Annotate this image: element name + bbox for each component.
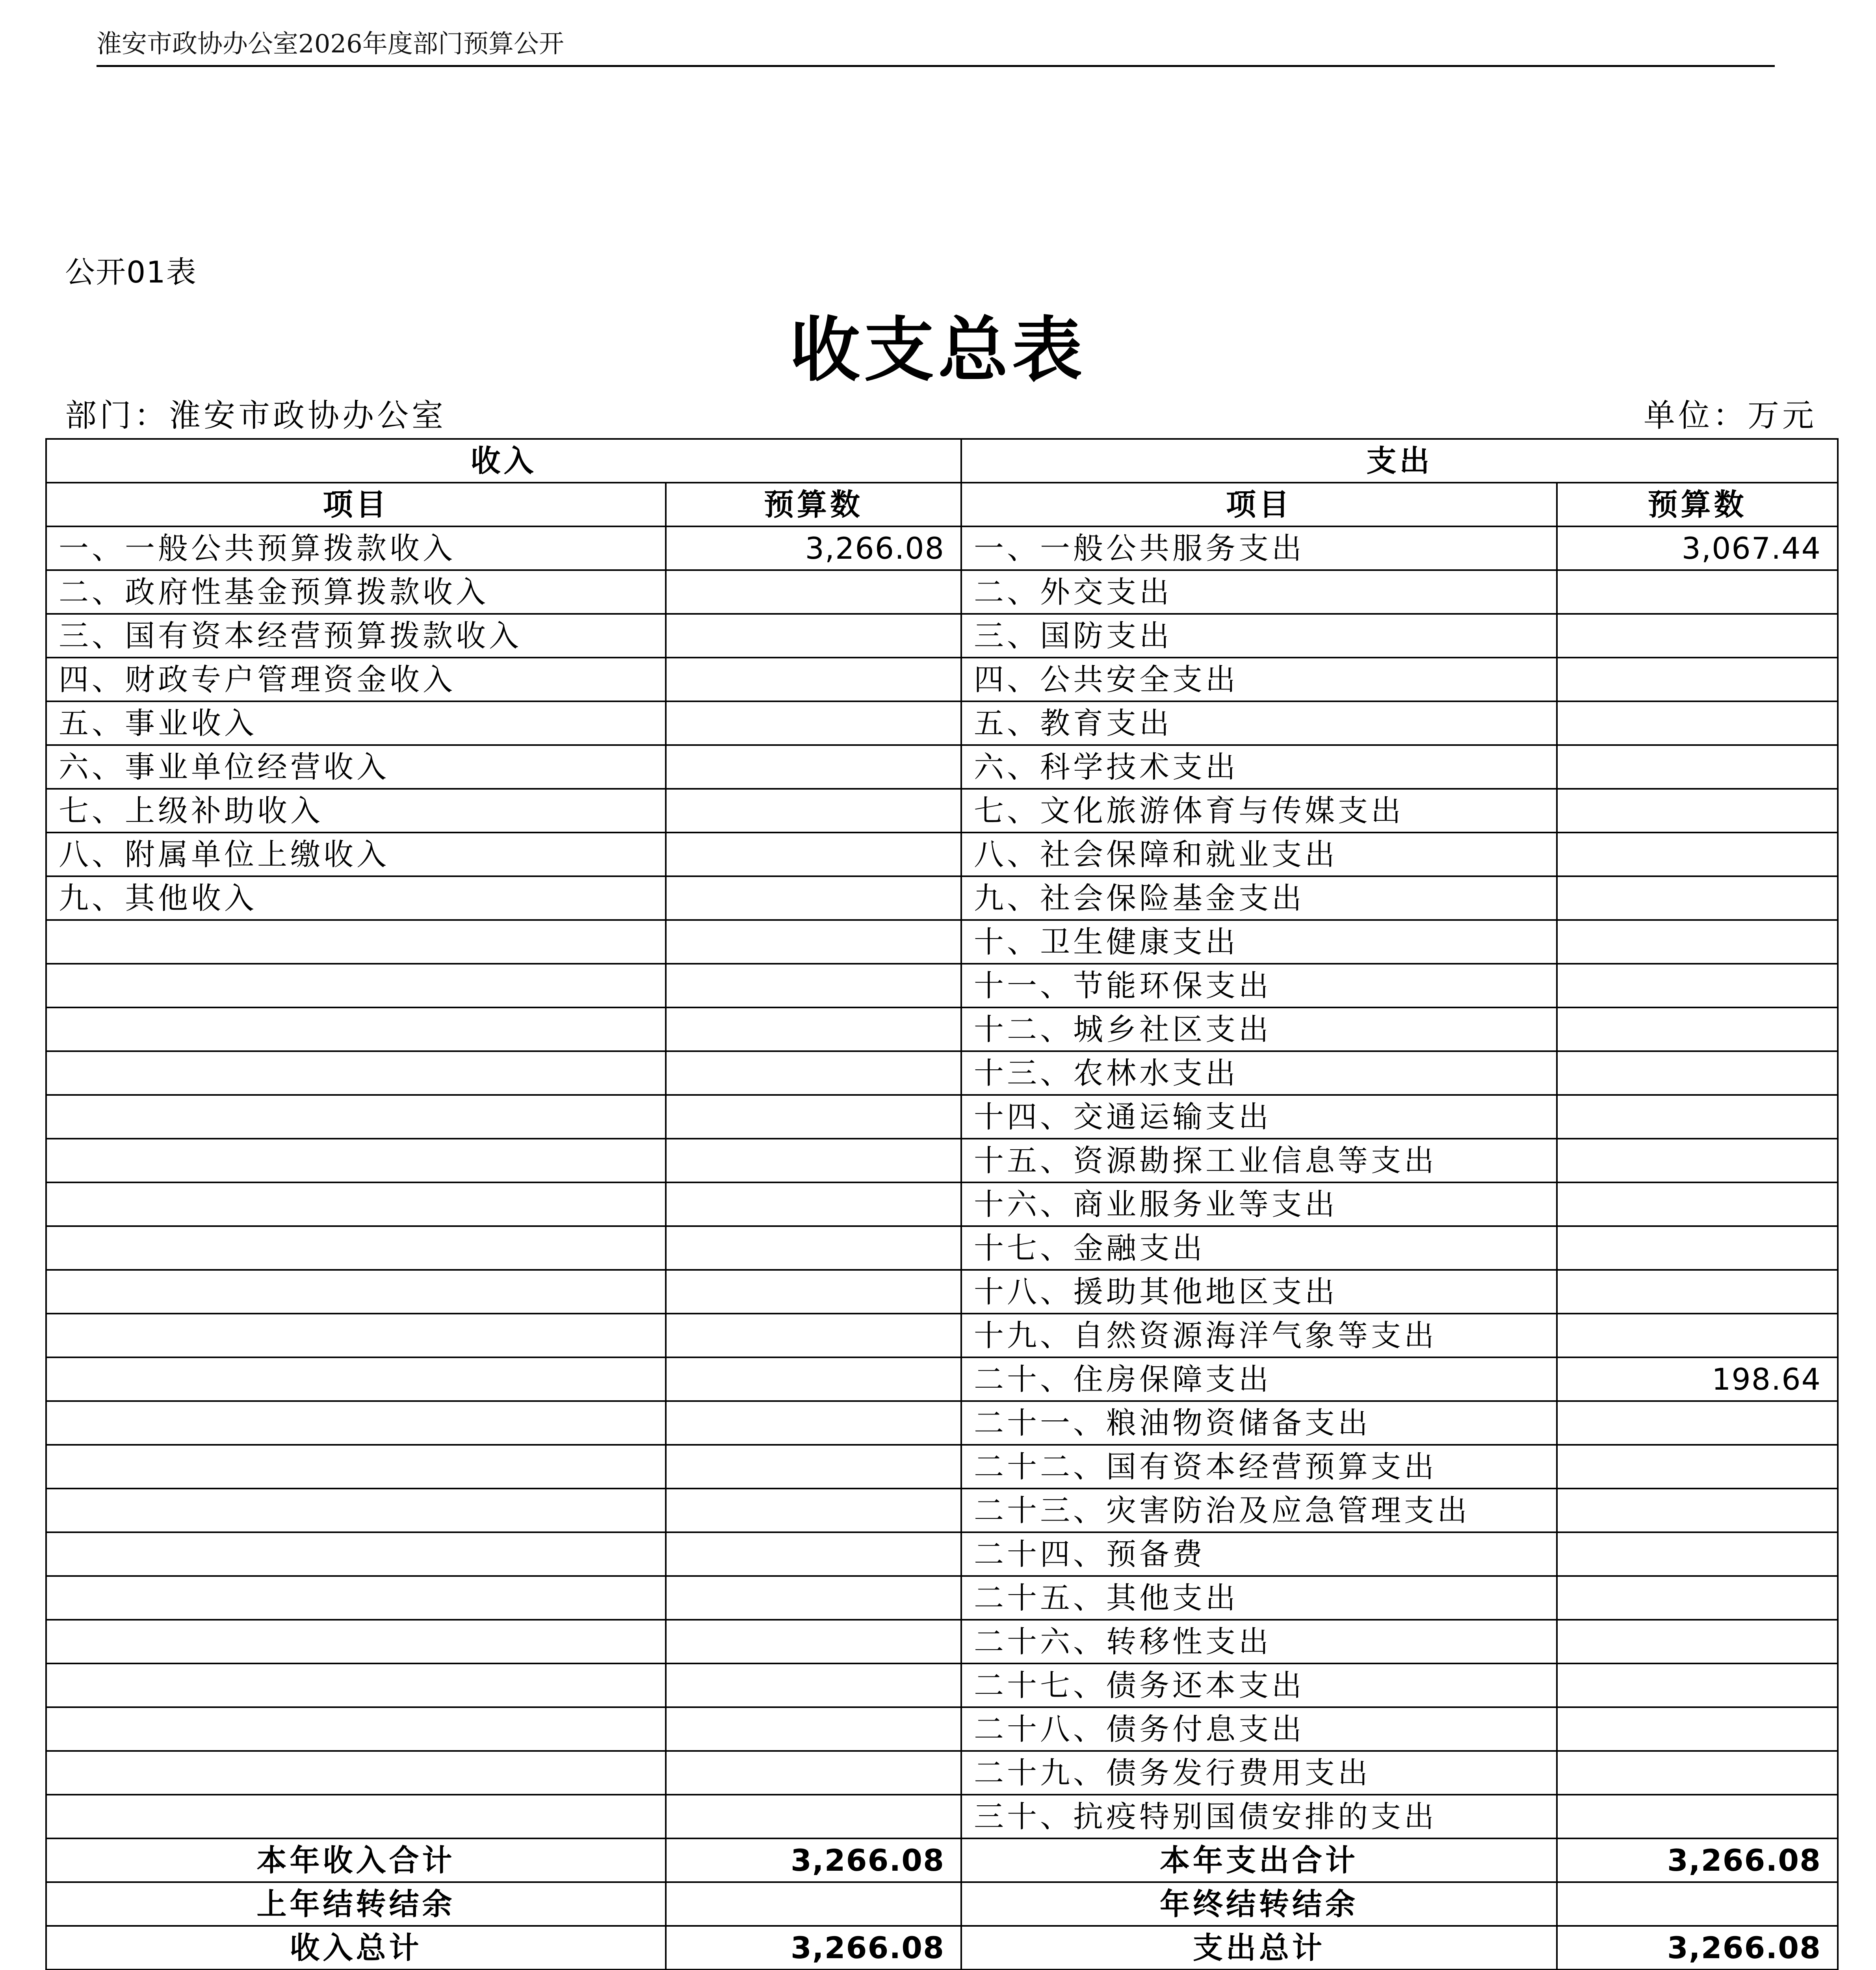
income-item-cell — [46, 1751, 666, 1795]
expense-item-cell: 六、科学技术支出 — [961, 745, 1557, 789]
income-amount-cell — [666, 1663, 961, 1707]
total-row — [46, 1926, 1838, 1970]
expense-amount-cell — [1557, 1226, 1838, 1270]
table-row — [46, 1795, 1838, 1838]
table-row — [46, 876, 1838, 920]
expense-item-cell: 三十、抗疫特别国债安排的支出 — [961, 1795, 1557, 1838]
income-amount-cell — [666, 920, 961, 964]
expense-item-cell: 十一、节能环保支出 — [961, 964, 1557, 1007]
expense-item-cell: 二十五、其他支出 — [961, 1576, 1557, 1620]
table-row — [46, 964, 1838, 1007]
income-item-cell — [46, 1357, 666, 1401]
expense-amount-cell — [1557, 876, 1838, 920]
expense-item-cell: 十、卫生健康支出 — [961, 920, 1557, 964]
income-item-cell — [46, 964, 666, 1007]
table-row — [46, 614, 1838, 658]
table-row — [46, 658, 1838, 701]
table-totals — [46, 1838, 1838, 1970]
page-title: 收支总表 — [790, 309, 1086, 391]
income-item-cell — [46, 1795, 666, 1838]
expense-total-amount: 3,266.08 — [1557, 1838, 1838, 1882]
expense-total-label: 支出总计 — [961, 1926, 1557, 1970]
income-amount-cell — [666, 614, 961, 658]
expense-item-cell: 十二、城乡社区支出 — [961, 1007, 1557, 1051]
table-row — [46, 1182, 1838, 1226]
income-item-cell — [46, 1007, 666, 1051]
income-amount-cell — [666, 1314, 961, 1357]
income-amount-cell — [666, 658, 961, 701]
income-item-cell: 九、其他收入 — [46, 876, 666, 920]
header-divider — [97, 65, 1775, 67]
table-row — [46, 526, 1838, 570]
income-item-header: 项目 — [46, 483, 666, 526]
table-row — [46, 1401, 1838, 1445]
income-amount-cell — [666, 1707, 961, 1751]
table-row — [46, 1095, 1838, 1139]
expense-item-cell: 十六、商业服务业等支出 — [961, 1182, 1557, 1226]
expense-amount-cell — [1557, 1139, 1838, 1182]
table-row — [46, 833, 1838, 876]
expense-item-cell: 一、一般公共服务支出 — [961, 526, 1557, 570]
expense-amount-cell — [1557, 1707, 1838, 1751]
unit-label: 单位：万元 — [1644, 397, 1817, 434]
table-row — [46, 570, 1838, 614]
expense-item-cell: 二十七、债务还本支出 — [961, 1663, 1557, 1707]
table-row — [46, 1270, 1838, 1314]
expense-item-cell: 十五、资源勘探工业信息等支出 — [961, 1139, 1557, 1182]
income-item-cell: 一、一般公共预算拨款收入 — [46, 526, 666, 570]
income-amount-cell: 3,266.08 — [666, 526, 961, 570]
income-amount-cell — [666, 570, 961, 614]
income-item-cell — [46, 1663, 666, 1707]
income-item-cell: 七、上级补助收入 — [46, 789, 666, 833]
income-amount-cell — [666, 1270, 961, 1314]
income-item-cell — [46, 920, 666, 964]
expense-amount-cell — [1557, 1489, 1838, 1532]
income-amount-cell — [666, 1532, 961, 1576]
income-item-cell — [46, 1576, 666, 1620]
income-amount-cell — [666, 1357, 961, 1401]
budget-summary-table — [45, 438, 1839, 1970]
expense-amount-cell — [1557, 833, 1838, 876]
income-total-amount — [666, 1882, 961, 1926]
expense-amount-cell — [1557, 701, 1838, 745]
table-row — [46, 1576, 1838, 1620]
income-amount-cell — [666, 1095, 961, 1139]
table-column-header-row — [46, 483, 1838, 526]
expense-item-cell: 十九、自然资源海洋气象等支出 — [961, 1314, 1557, 1357]
expense-item-cell: 十四、交通运输支出 — [961, 1095, 1557, 1139]
expense-item-cell: 十三、农林水支出 — [961, 1051, 1557, 1095]
total-row — [46, 1882, 1838, 1926]
expense-amount-cell — [1557, 1663, 1838, 1707]
expense-item-cell: 四、公共安全支出 — [961, 658, 1557, 701]
expense-item-cell: 十八、援助其他地区支出 — [961, 1270, 1557, 1314]
expense-total-amount — [1557, 1882, 1838, 1926]
table-row — [46, 1007, 1838, 1051]
income-total-amount: 3,266.08 — [666, 1926, 961, 1970]
income-amount-cell — [666, 1139, 961, 1182]
expense-item-cell: 十七、金融支出 — [961, 1226, 1557, 1270]
expense-amount-cell — [1557, 1620, 1838, 1663]
income-amount-cell — [666, 1620, 961, 1663]
income-item-cell — [46, 1270, 666, 1314]
income-amount-cell — [666, 1401, 961, 1445]
expense-amount-cell — [1557, 920, 1838, 964]
expense-amount-cell — [1557, 745, 1838, 789]
income-amount-cell — [666, 1795, 961, 1838]
form-number: 公开01表 — [65, 255, 197, 290]
income-item-cell — [46, 1314, 666, 1357]
income-item-cell: 五、事业收入 — [46, 701, 666, 745]
expense-amount-cell — [1557, 1576, 1838, 1620]
income-section-header: 收入 — [46, 439, 961, 483]
document-header: 淮安市政协办公室2026年度部门预算公开 — [97, 30, 564, 59]
income-item-cell — [46, 1095, 666, 1139]
expense-amount-cell — [1557, 1532, 1838, 1576]
department-label: 部门：淮安市政协办公室 — [65, 397, 446, 434]
expense-budget-header: 预算数 — [1557, 483, 1838, 526]
income-amount-cell — [666, 1751, 961, 1795]
table-row — [46, 745, 1838, 789]
table-row — [46, 1357, 1838, 1401]
income-item-cell: 四、财政专户管理资金收入 — [46, 658, 666, 701]
income-item-cell: 八、附属单位上缴收入 — [46, 833, 666, 876]
income-amount-cell — [666, 1007, 961, 1051]
table-row — [46, 1707, 1838, 1751]
income-item-cell — [46, 1139, 666, 1182]
table-row — [46, 1445, 1838, 1489]
expense-item-cell: 三、国防支出 — [961, 614, 1557, 658]
table-row — [46, 1051, 1838, 1095]
expense-item-cell: 二十二、国有资本经营预算支出 — [961, 1445, 1557, 1489]
income-total-amount: 3,266.08 — [666, 1838, 961, 1882]
expense-item-header: 项目 — [961, 483, 1557, 526]
expense-item-cell: 七、文化旅游体育与传媒支出 — [961, 789, 1557, 833]
expense-total-label: 年终结转结余 — [961, 1882, 1557, 1926]
income-item-cell: 六、事业单位经营收入 — [46, 745, 666, 789]
expense-item-cell: 二十一、粮油物资储备支出 — [961, 1401, 1557, 1445]
income-amount-cell — [666, 1226, 961, 1270]
income-amount-cell — [666, 1182, 961, 1226]
income-total-label: 本年收入合计 — [46, 1838, 666, 1882]
income-item-cell — [46, 1182, 666, 1226]
expense-total-amount: 3,266.08 — [1557, 1926, 1838, 1970]
table-row — [46, 1620, 1838, 1663]
income-item-cell — [46, 1226, 666, 1270]
income-amount-cell — [666, 745, 961, 789]
table-row — [46, 1314, 1838, 1357]
table-row — [46, 1489, 1838, 1532]
table-row — [46, 1532, 1838, 1576]
table-row — [46, 1139, 1838, 1182]
expense-item-cell: 二、外交支出 — [961, 570, 1557, 614]
table-section-header-row — [46, 439, 1838, 483]
income-amount-cell — [666, 964, 961, 1007]
expense-item-cell: 二十三、灾害防治及应急管理支出 — [961, 1489, 1557, 1532]
table-body — [46, 526, 1838, 1838]
expense-amount-cell — [1557, 658, 1838, 701]
income-item-cell: 三、国有资本经营预算拨款收入 — [46, 614, 666, 658]
income-amount-cell — [666, 1576, 961, 1620]
income-amount-cell — [666, 701, 961, 745]
expense-amount-cell — [1557, 1007, 1838, 1051]
income-item-cell: 二、政府性基金预算拨款收入 — [46, 570, 666, 614]
expense-section-header: 支出 — [961, 439, 1838, 483]
table-row — [46, 789, 1838, 833]
income-item-cell — [46, 1707, 666, 1751]
expense-amount-cell: 3,067.44 — [1557, 526, 1838, 570]
income-amount-cell — [666, 833, 961, 876]
total-row — [46, 1838, 1838, 1882]
income-total-label: 收入总计 — [46, 1926, 666, 1970]
expense-amount-cell — [1557, 570, 1838, 614]
expense-amount-cell — [1557, 1182, 1838, 1226]
table-row — [46, 1226, 1838, 1270]
income-budget-header: 预算数 — [666, 483, 961, 526]
income-item-cell — [46, 1532, 666, 1576]
income-amount-cell — [666, 876, 961, 920]
expense-amount-cell: 198.64 — [1557, 1357, 1838, 1401]
expense-amount-cell — [1557, 1314, 1838, 1357]
table-row — [46, 1751, 1838, 1795]
expense-item-cell: 二十九、债务发行费用支出 — [961, 1751, 1557, 1795]
table-row — [46, 701, 1838, 745]
income-amount-cell — [666, 789, 961, 833]
income-item-cell — [46, 1489, 666, 1532]
expense-amount-cell — [1557, 1401, 1838, 1445]
table-row — [46, 1663, 1838, 1707]
table-row — [46, 920, 1838, 964]
expense-total-label: 本年支出合计 — [961, 1838, 1557, 1882]
expense-item-cell: 五、教育支出 — [961, 701, 1557, 745]
expense-amount-cell — [1557, 1751, 1838, 1795]
expense-item-cell: 二十六、转移性支出 — [961, 1620, 1557, 1663]
income-amount-cell — [666, 1489, 961, 1532]
income-total-label: 上年结转结余 — [46, 1882, 666, 1926]
expense-amount-cell — [1557, 614, 1838, 658]
income-item-cell — [46, 1401, 666, 1445]
expense-amount-cell — [1557, 789, 1838, 833]
expense-amount-cell — [1557, 1445, 1838, 1489]
expense-item-cell: 二十、住房保障支出 — [961, 1357, 1557, 1401]
expense-amount-cell — [1557, 1795, 1838, 1838]
expense-item-cell: 九、社会保险基金支出 — [961, 876, 1557, 920]
expense-item-cell: 二十八、债务付息支出 — [961, 1707, 1557, 1751]
expense-item-cell: 二十四、预备费 — [961, 1532, 1557, 1576]
expense-amount-cell — [1557, 1051, 1838, 1095]
expense-item-cell: 八、社会保障和就业支出 — [961, 833, 1557, 876]
expense-amount-cell — [1557, 1270, 1838, 1314]
income-item-cell — [46, 1620, 666, 1663]
income-item-cell — [46, 1051, 666, 1095]
income-amount-cell — [666, 1445, 961, 1489]
income-item-cell — [46, 1445, 666, 1489]
expense-amount-cell — [1557, 964, 1838, 1007]
income-amount-cell — [666, 1051, 961, 1095]
expense-amount-cell — [1557, 1095, 1838, 1139]
